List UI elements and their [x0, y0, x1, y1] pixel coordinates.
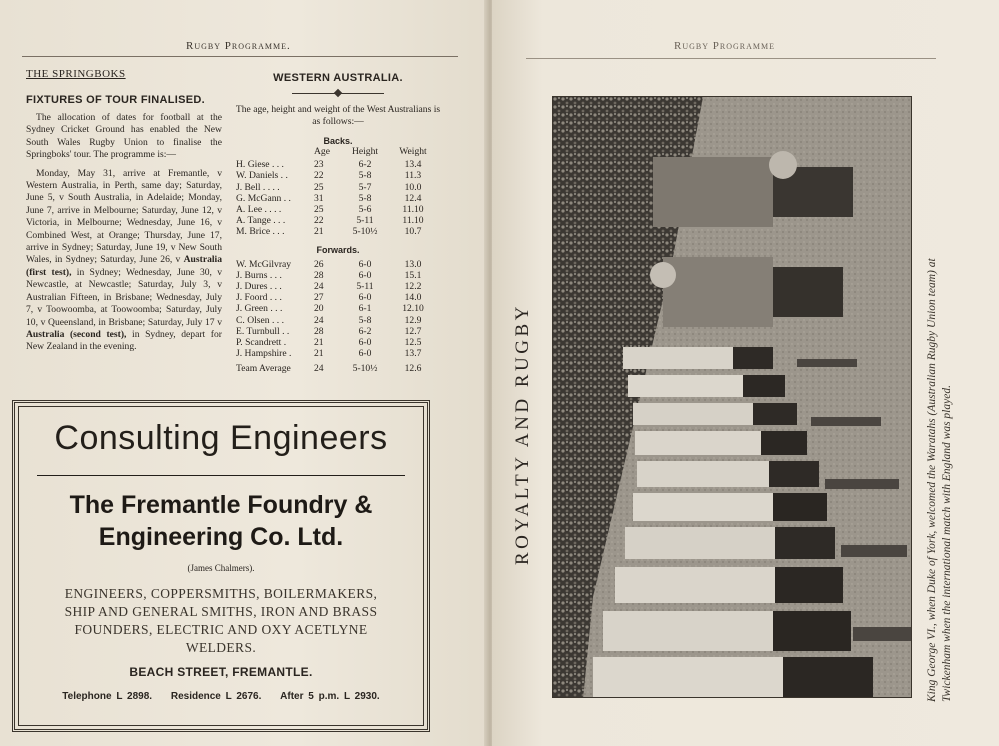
- forwards-table: [236, 259, 436, 375]
- photo-caption: [925, 102, 955, 702]
- table-header-row: [236, 146, 436, 159]
- player-name: W. McGilvray: [236, 258, 292, 270]
- player-age: 28: [314, 269, 324, 281]
- backs-rows: [236, 159, 436, 237]
- trades-line-1: ENGINEERS, COPPERSMITHS, BOILERMAKERS,: [64, 586, 378, 601]
- after-hours-number: After 5 p.m. L 2930.: [280, 691, 380, 702]
- player-height: 6-2: [358, 159, 372, 171]
- western-australia-column: [232, 72, 444, 375]
- table-row: [236, 303, 436, 314]
- col-weight: Weight: [399, 146, 427, 157]
- player-height: 6-0: [358, 292, 372, 304]
- forwards-heading: Forwards.: [316, 244, 360, 255]
- telephone-number: Telephone L 2898.: [62, 691, 153, 702]
- section-title-springboks: THE SPRINGBOKS: [26, 68, 126, 80]
- player-age: 22: [314, 170, 324, 182]
- col-age: Age: [314, 146, 330, 157]
- col-height: Height: [351, 146, 379, 157]
- ornament-divider: [292, 90, 384, 96]
- player-age: 31: [314, 192, 324, 204]
- left-page: [0, 0, 490, 746]
- player-height: 5-11: [356, 281, 374, 293]
- player-age: 25: [314, 204, 324, 216]
- player-age: 28: [314, 325, 324, 337]
- player-height: 5-6: [358, 204, 372, 216]
- player-height: 6-0: [358, 348, 372, 360]
- company-line-1: The Fremantle Foundry &: [69, 491, 373, 519]
- player-age: 21: [314, 337, 324, 349]
- player-height: 5-8: [358, 314, 372, 326]
- player-name: G. McGann . .: [236, 192, 291, 204]
- team-average-weight: 12.6: [404, 363, 422, 375]
- schedule-text-2: in Sydney; Wednesday, June 30, v Newcastle, at Newcastle; Saturday, July 3, v Australian Fifteen, in Brisbane; Wednesday, July 7, v Toowoomba, at Toowoomba; Saturday, July 10, v Queensland, in Brisbane; Saturday, July 17 v: [26, 266, 223, 328]
- forwards-rows: [236, 259, 436, 360]
- caption-line-1: King George VI., when Duke of York, welcomed the Waratahs (Australian Rugby Union team) at: [926, 258, 938, 702]
- table-row: [236, 159, 436, 170]
- player-age: 26: [314, 258, 324, 270]
- player-age: 27: [314, 292, 324, 304]
- team-average-row: [236, 359, 436, 374]
- advert-address: BEACH STREET, FREMANTLE.: [129, 665, 313, 679]
- fixtures-intro-paragraph: The allocation of dates for football at the Sydney Cricket Ground has enabled the New South Wales Rugby Union to finalise the Springboks' tour. The programme is:—: [26, 112, 222, 161]
- player-name: J. Hampshire .: [236, 348, 292, 360]
- royalty-and-rugby-title: ROYALTY AND RUGBY: [512, 303, 533, 565]
- table-row: [236, 270, 436, 281]
- backs-heading: Backs.: [323, 136, 353, 146]
- table-row: [236, 204, 436, 215]
- player-name: E. Turnbull . .: [236, 325, 290, 337]
- player-weight: 13.4: [404, 159, 422, 171]
- player-name: M. Brice . . .: [236, 226, 285, 238]
- table-row: [236, 281, 436, 292]
- company-line-2: Engineering Co. Ltd.: [98, 523, 344, 551]
- player-height: 6-2: [358, 325, 372, 337]
- backs-table: [236, 146, 436, 238]
- player-height: 6-0: [358, 258, 372, 270]
- advert-company-name: [15, 489, 427, 553]
- fixtures-heading: FIXTURES OF TOUR FINALISED.: [26, 94, 206, 106]
- player-height: 6-0: [358, 269, 372, 281]
- player-name: J. Bell . . . .: [236, 181, 280, 193]
- table-row: [236, 337, 436, 348]
- player-weight: 12.9: [404, 314, 422, 326]
- table-row: [236, 259, 436, 270]
- second-test-label: Australia (second test),: [26, 328, 127, 340]
- player-weight: 15.1: [404, 269, 422, 281]
- player-age: 23: [314, 159, 324, 171]
- running-head-right: Rugby Programme: [674, 40, 775, 52]
- player-weight: 12.2: [404, 281, 422, 293]
- player-age: 21: [314, 226, 324, 238]
- player-weight: 10.0: [404, 181, 422, 193]
- wa-title: WESTERN AUSTRALIA.: [273, 72, 403, 84]
- player-age: 25: [314, 181, 324, 193]
- player-name: J. Dures . . .: [236, 281, 282, 293]
- player-name: C. Olsen . . .: [236, 314, 284, 326]
- first-test-label: Australia (first test),: [26, 254, 222, 278]
- player-weight: 13.0: [404, 258, 422, 270]
- caption-line-2: Twickenham when the international match with England was played.: [941, 385, 953, 702]
- player-height: 5-7: [358, 181, 372, 193]
- player-name: H. Giese . . .: [236, 159, 284, 171]
- table-row: [236, 193, 436, 204]
- player-age: 22: [314, 215, 324, 227]
- player-age: 21: [314, 348, 324, 360]
- table-row: [236, 292, 436, 303]
- advert-trades: [23, 585, 419, 657]
- table-row: [236, 182, 436, 193]
- royal-team-photograph: [552, 96, 912, 698]
- player-height: 6-0: [358, 337, 372, 349]
- player-weight: 12.4: [404, 192, 422, 204]
- player-weight: 12.7: [404, 325, 422, 337]
- springboks-column: [26, 68, 222, 354]
- player-height: 5-8: [358, 192, 372, 204]
- schedule-text-1: Monday, May 31, arrive at Fremantle, v Western Australia, in Perth, same day; Saturday, June 5, v South Australia, in Adelaide; Monday, June 7, arrive in Melbourne; Saturday, June 12, v Victoria, in Melbourne; Wednesday, June 16, v Combined West, at Orange; Thursday, June 17, arrive in Sydney; Saturday, June 19, v New South Wales, in Sydney; Saturday, June 26, v: [26, 167, 222, 266]
- table-row: [236, 315, 436, 326]
- player-name: P. Scandrett .: [236, 337, 287, 349]
- trades-line-2: SHIP AND GENERAL SMITHS, IRON AND BRASS: [64, 604, 378, 619]
- player-weight: 12.5: [404, 337, 422, 349]
- advert-rule: [37, 475, 405, 476]
- schedule-text-3: in Sydney, depart for New Zealand in the evening.: [26, 328, 222, 353]
- team-average-height: 5-10½: [352, 363, 378, 375]
- player-weight: 11.10: [402, 215, 424, 227]
- player-weight: 14.0: [404, 292, 422, 304]
- wa-intro: The age, height and weight of the West Australians is as follows:—: [235, 104, 441, 127]
- team-average-label: Team Average: [236, 363, 291, 375]
- table-row: [236, 326, 436, 337]
- player-name: J. Green . . .: [236, 303, 283, 315]
- trades-line-4: WELDERS.: [185, 640, 257, 655]
- player-age: 20: [314, 303, 324, 315]
- player-weight: 12.10: [402, 303, 424, 315]
- player-name: A. Lee . . . .: [236, 204, 282, 216]
- player-weight: 11.10: [402, 204, 424, 216]
- player-weight: 10.7: [404, 226, 422, 238]
- player-name: W. Daniels . .: [236, 170, 288, 182]
- table-row: [236, 226, 436, 237]
- player-height: 6-1: [358, 303, 372, 315]
- player-name: J. Foord . . .: [236, 292, 282, 304]
- table-row: [236, 170, 436, 181]
- player-name: J. Burns . . .: [236, 269, 282, 281]
- player-height: 5-11: [356, 215, 374, 227]
- player-height: 5-10½: [352, 226, 378, 238]
- advert-proprietor: (James Chalmers).: [187, 563, 255, 573]
- player-height: 5-8: [358, 170, 372, 182]
- header-rule-left: [22, 56, 458, 57]
- team-average-age: 24: [314, 363, 324, 375]
- advert-title: Consulting Engineers: [54, 419, 388, 457]
- header-rule-right: [526, 58, 936, 59]
- player-weight: 11.3: [404, 170, 422, 182]
- player-age: 24: [314, 281, 324, 293]
- table-row: [236, 215, 436, 226]
- fixtures-schedule-paragraph: [26, 168, 222, 354]
- player-age: 24: [314, 314, 324, 326]
- advert-phone-numbers: [15, 691, 427, 702]
- trades-line-3: FOUNDERS, ELECTRIC AND OXY ACETLYNE: [74, 622, 368, 637]
- player-weight: 13.7: [404, 348, 422, 360]
- player-name: A. Tange . . .: [236, 215, 286, 227]
- photo-illustration: [553, 97, 912, 698]
- residence-number: Residence L 2676.: [170, 691, 262, 702]
- engineers-advertisement: [12, 400, 430, 732]
- table-row: [236, 348, 436, 359]
- running-head-left: Rugby Programme.: [186, 40, 291, 52]
